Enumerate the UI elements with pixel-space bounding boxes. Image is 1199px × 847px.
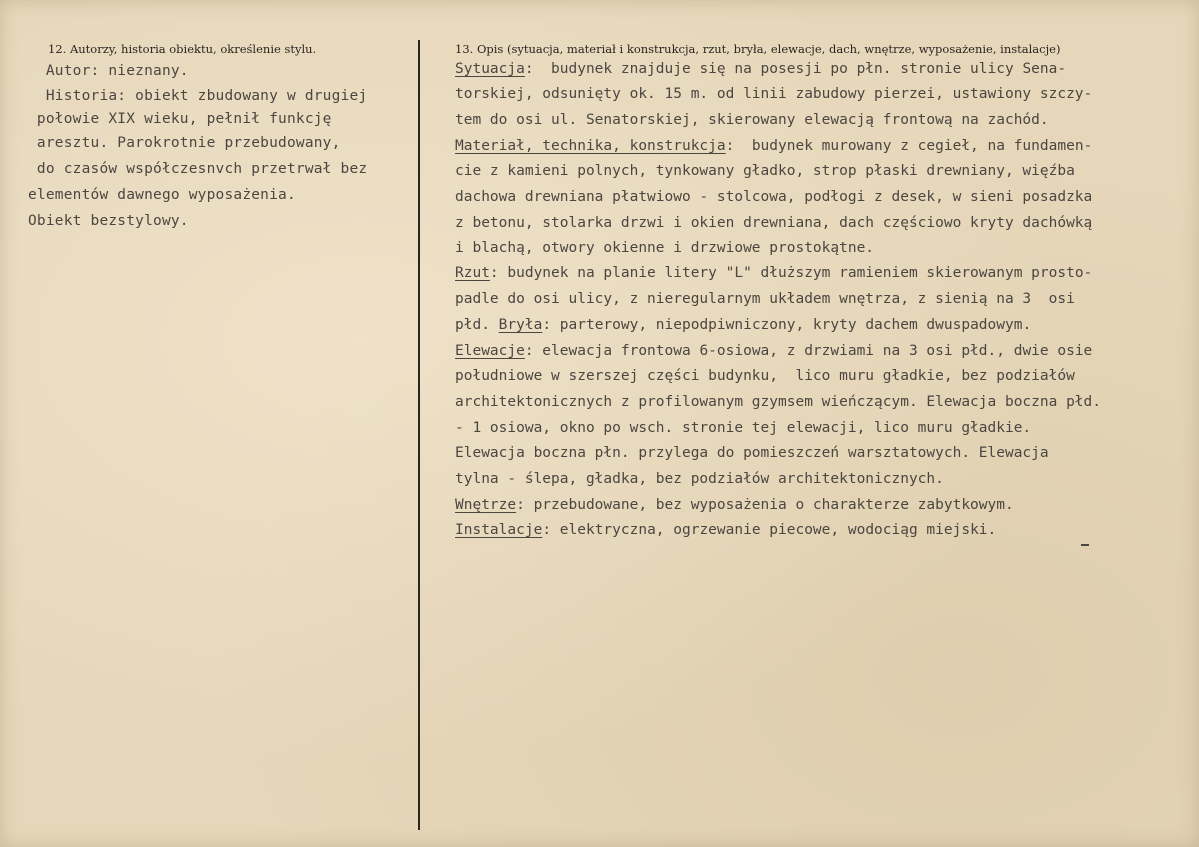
description-line: torskiej, odsunięty ok. 15 m. od linii zabudowy pierzei, ustawiony szczy- — [455, 86, 1093, 102]
history-line: Obiekt bezstylowy. — [28, 213, 189, 229]
description-text: : elewacja frontowa 6-osiowa, z drzwiami na 3 osi płd., dwie osie — [524, 343, 1093, 359]
description-line: - 1 osiowa, okno po wsch. stronie tej elewacji, lico muru gładkie. — [455, 420, 1032, 436]
description-line — [455, 340, 1092, 362]
description-line — [455, 135, 1092, 157]
description-line: padle do osi ulicy, z nieregularnym układem wnętrza, z sienią na 3 osi — [455, 291, 1075, 307]
description-line — [455, 314, 1031, 336]
history-line: Autor: nieznany. — [28, 63, 189, 79]
history-line: do czasów współczesnvch przetrwał bez — [28, 161, 368, 177]
description-line: cie z kamieni polnych, tynkowany gładko, strop płaski drewniany, więźba — [455, 163, 1075, 179]
label-sytuacja: Sytuacja — [455, 61, 525, 77]
description-text: płd. — [455, 317, 499, 333]
description-line: z betonu, stolarka drzwi i okien drewniana, dach częściowo kryty dachówką — [455, 215, 1093, 231]
description-line: dachowa drewniana płatwiowo - stolcowa, podłogi z desek, w sieni posadzka — [455, 189, 1093, 205]
description-text: : elektryczna, ogrzewanie piecowe, wodociąg miejski. — [542, 522, 997, 538]
description-line: architektonicznych z profilowanym gzymsem wieńczącym. Elewacja boczna płd. — [455, 394, 1102, 410]
label-material: Materiał, technika, konstrukcja — [455, 138, 726, 154]
description-text: : budynek znajduje się na posesji po płn. stronie ulicy Sena- — [524, 61, 1067, 77]
description-line: południowe w szerszej części budynku, lico muru gładkie, bez podziałów — [455, 368, 1075, 384]
label-rzut: Rzut — [455, 265, 490, 281]
description-text: : przebudowane, bez wyposażenia o charakterze zabytkowym. — [516, 497, 1014, 513]
history-line: elementów dawnego wyposażenia. — [28, 187, 296, 203]
history-line: Historia: obiekt zbudowany w drugiej — [28, 88, 368, 104]
description-line: tem do osi ul. Senatorskiej, skierowany elewacją frontową na zachód. — [455, 112, 1049, 128]
history-line: połowie XIX wieku, pełnił funkcję — [28, 111, 332, 127]
label-instalacje: Instalacje — [455, 522, 543, 538]
description-line — [455, 262, 1092, 284]
description-line: i blachą, otwory okienne i drzwiowe prostokątne. — [455, 240, 875, 256]
column-divider — [418, 40, 420, 830]
description-line — [455, 58, 1066, 80]
description-text: : parterowy, niepodpiwniczony, kryty dachem dwuspadowym. — [542, 317, 1032, 333]
description-text: : budynek murowany z cegieł, na fundamen- — [725, 138, 1093, 154]
description-line — [455, 494, 1014, 516]
section-13-heading: 13. Opis (sytuacja, materiał i konstrukcja, rzut, bryła, elewacje, dach, wnętrze, wyposażenie, instalacje) — [455, 42, 1061, 56]
typed-dash-mark — [1081, 544, 1089, 546]
section-12-heading: 12. Autorzy, historia obiektu, określenie stylu. — [48, 42, 317, 56]
label-bryla: Bryła — [498, 317, 543, 333]
description-line: tylna - ślepa, gładka, bez podziałów architektonicznych. — [455, 471, 944, 487]
description-line — [455, 519, 996, 541]
label-elewacje: Elewacje — [455, 343, 525, 359]
label-wnetrze: Wnętrze — [455, 497, 517, 513]
description-line: Elewacja boczna płn. przylega do pomieszczeń warsztatowych. Elewacja — [455, 445, 1049, 461]
history-line: aresztu. Parokrotnie przebudowany, — [28, 135, 341, 151]
description-text: : budynek na planie litery "L" dłuższym ramieniem skierowanym prosto- — [489, 265, 1093, 281]
